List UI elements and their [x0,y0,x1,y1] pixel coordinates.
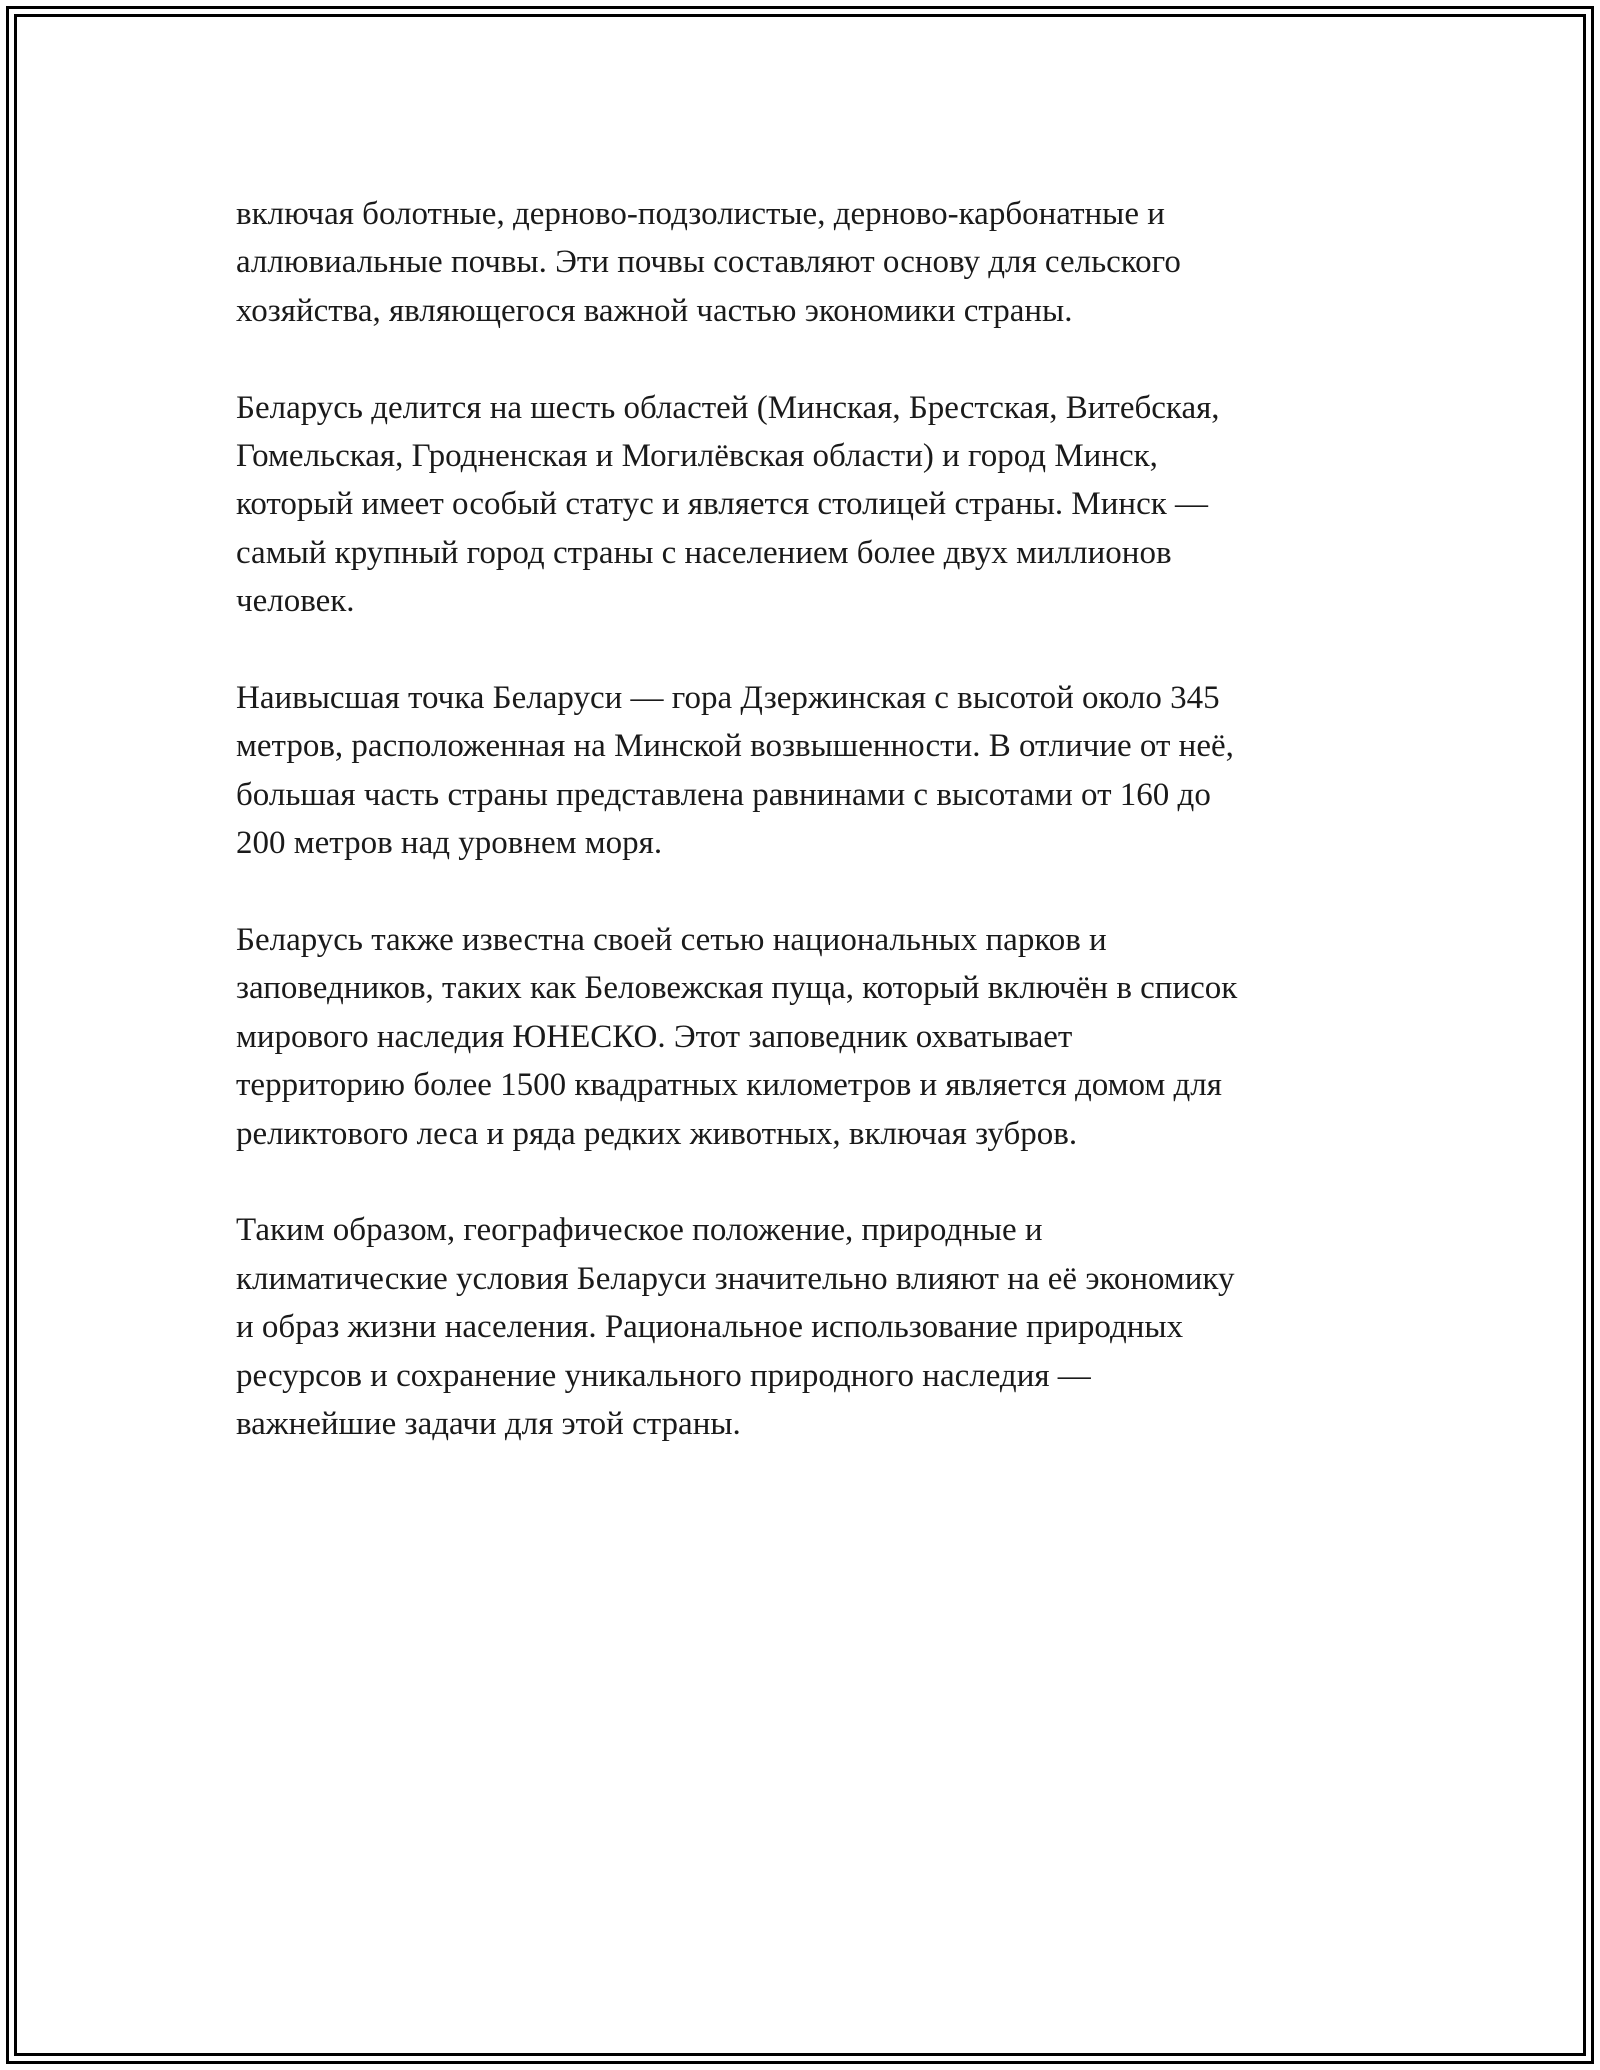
paragraph-regions: Беларусь делится на шесть областей (Минская, Брестская, Витебская, Гомельская, Гродненская и Могилёвская области) и город Минск, который имеет особый статус и является столицей страны. Минск — самый крупный город страны с населением более двух миллионов человек. [236,389,1220,620]
paragraph-conclusion: Таким образом, географическое положение, природные и климатические условия Беларуси значительно влияют на её экономику и образ жизни населения. Рациональное использование природных ресурсов и сохранение уникального природного наследия — важнейшие задачи для этой страны. [236,1212,1235,1443]
paragraph-national-parks: Беларусь также известна своей сетью национальных парков и заповедников, таких как Беловежская пуща, который включён в список мирового наследия ЮНЕСКО. Этот заповедник охватывает территорию более 1500 квадратных километров и является домом для реликтового леса и ряда редких животных, включая зубров. [236,922,1238,1152]
document-body [236,190,1366,1497]
paragraph-soils: включая болотные, дерново-подзолистые, дерново-карбонатные и аллювиальные почвы. Эти почвы составляют основу для сельского хозяйства, являющегося важной частью экономики страны. [236,196,1181,329]
paragraph-highest-point: Наивысшая точка Беларуси — гора Дзержинская с высотой около 345 метров, расположенная на Минской возвышенности. В отличие от неё, большая часть страны представлена равнинами с высотами от 160 до 200 метров над уровнем моря. [236,680,1234,862]
